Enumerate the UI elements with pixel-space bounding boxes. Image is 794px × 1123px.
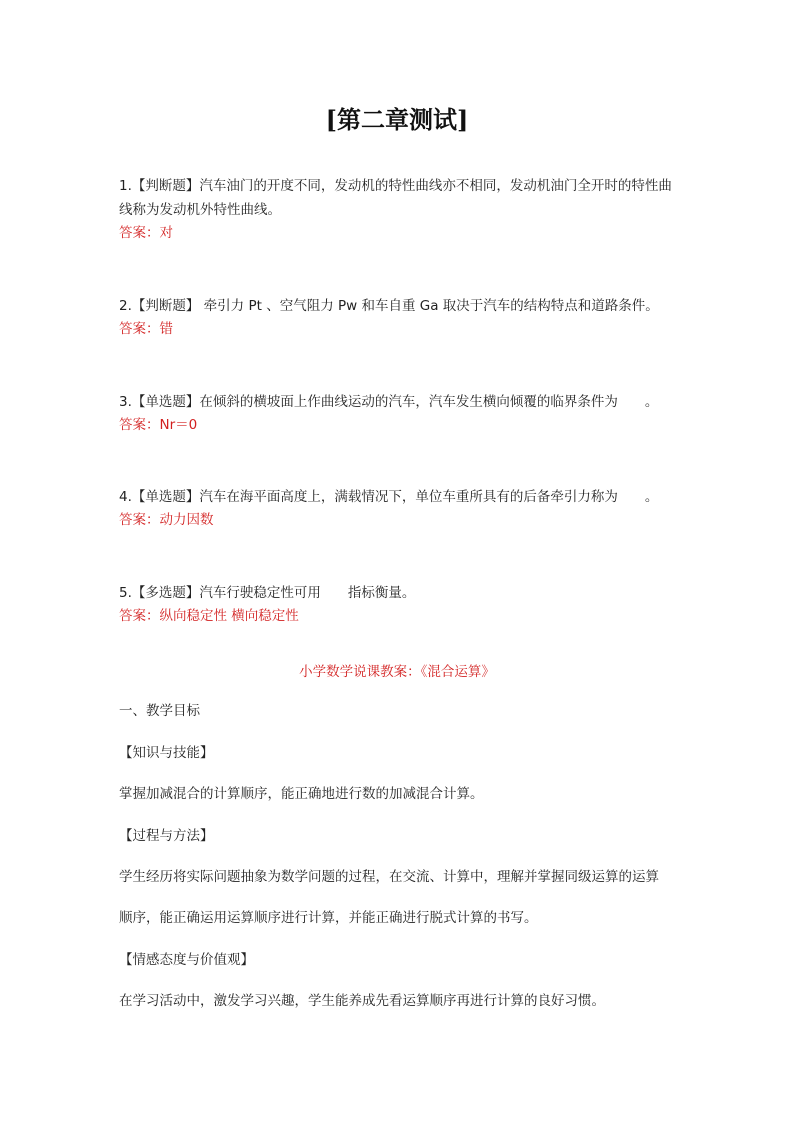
emotion-text: 在学习活动中，激发学习兴趣，学生能养成先看运算顺序再进行计算的良好习惯。: [119, 993, 605, 1009]
answer-text: 答案：错: [119, 321, 173, 337]
question-4: [119, 485, 679, 531]
lesson-heading: 小学数学说课教案：《混合运算》: [299, 664, 495, 680]
question-3: [119, 390, 679, 436]
question-2: [119, 294, 679, 340]
answer-text: 答案：纵向稳定性 横向稳定性: [119, 608, 299, 624]
question-text: 1.【判断题】汽车油门的开度不同，发动机的特性曲线亦不相同，发动机油门全开时的特性曲线称为发动机外特性曲线。: [119, 178, 672, 218]
answer-text: 答案：Nr＝0: [119, 417, 198, 433]
knowledge-label: 【知识与技能】: [119, 745, 214, 761]
process-label: 【过程与方法】: [119, 828, 214, 844]
question-5: [119, 581, 679, 627]
process-text-line-1: 学生经历将实际问题抽象为数学问题的过程，在交流、计算中，理解并掌握同级运算的运算: [119, 869, 659, 885]
question-text: 2.【判断题】 牵引力 Pt 、空气阻力 Pw 和车自重 Ga 取决于汽车的结构特点和道路条件。: [119, 298, 659, 314]
question-text: 5.【多选题】汽车行驶稳定性可用 指标衡量。: [119, 585, 416, 601]
answer-text: 答案：动力因数: [119, 512, 214, 528]
section-heading: 一、教学目标: [119, 703, 200, 719]
question-1: [119, 174, 679, 244]
question-text: 4.【单选题】汽车在海平面高度上，满载情况下，单位车重所具有的后备牵引力称为 。: [119, 489, 659, 505]
process-text-line-2: 顺序，能正确运用运算顺序进行计算，并能正确进行脱式计算的书写。: [119, 910, 538, 926]
emotion-label: 【情感态度与价值观】: [119, 952, 254, 968]
question-text: 3.【单选题】在倾斜的横坡面上作曲线运动的汽车，汽车发生横向倾覆的临界条件为 。: [119, 394, 659, 410]
page-title: [第二章测试]: [325, 105, 469, 134]
answer-text: 答案：对: [119, 225, 173, 241]
knowledge-text: 掌握加减混合的计算顺序，能正确地进行数的加减混合计算。: [119, 786, 484, 802]
